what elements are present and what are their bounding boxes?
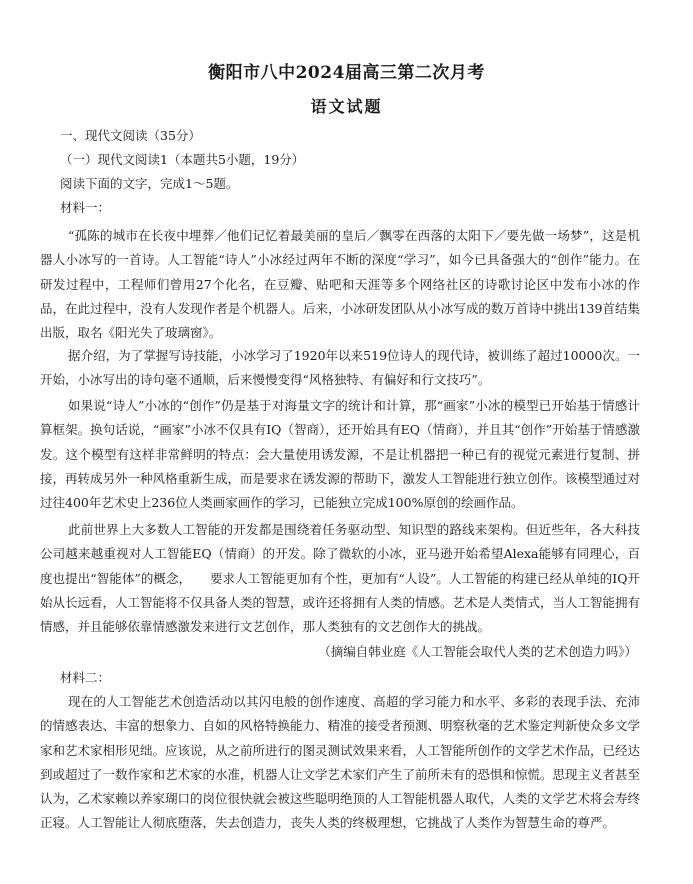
material-one-paragraph-3: 如果说“诗人”小冰的“创作”仍是基于对海量文字的统计和计算，那“画家”小冰的模型已开始基于情感计算框架。换句话说，“画家”小冰不仅具有IQ（智商），还开始具有EQ（情商），并且其“创作”开始基于情感激发。这个模型有这样非常鲜明的特点：会大量使用诱发源，不是让机器把一种已有的视觉元素进行复制、拼接，再转成另外一种风格重新生成，而是要求在诱发源的帮助下，激发人工智能进行独立创作。该模型通过对过往400年艺术史上236位人类画家画作的学习，已能独立完成100%原创的绘画作品。 — [40, 398, 641, 511]
section-heading: 一、现代文阅读（35分） — [60, 128, 201, 143]
material-two-paragraph-1: 现在的人工智能艺术创造活动以其闪电般的创作速度、高超的学习能力和水平、多彩的表现手法、充沛的情感表达、丰富的想象力、自如的风格特换能力、精准的接受者预测、明察秋毫的艺术鉴定判新使众多文学家和艺术家相形见绌。应该说，从之前所进行的图灵测试效果来看，人工智能所创作的文学艺术作品，已经达到或超过了一数作家和艺术家的水准，机器人让文学艺术家们产生了前所未有的恐惧和惊慌。思现主义者甚至认为，乙术家赖以养家瑚口的岗位很快就会被这些聪明绝顶的人工智能机器人取代，人类的文学艺术将会寿终正寝。人工智能让人彻底堕落，失去创造力，丧失人类的终极理想，它挑战了人类作为智慧生命的尊严。 — [40, 694, 641, 831]
material-two-label: 材料二： — [60, 670, 111, 685]
material-one-source: （摘编自韩业庭《人工智能会取代人类的艺术创造力吗》） — [318, 644, 637, 659]
instruction-text: 阅读下面的文字，完成1～5题。 — [60, 176, 239, 191]
exam-title: 衡阳市八中2024届高三第二次月考 — [208, 63, 485, 83]
material-one-paragraph-4: 此前世界上大多数人工智能的开发都是围绕着任务驱动型、知识型的路线来架构。但近些年，各大科技公司越来越重视对人工智能EQ（情商）的开发。除了微软的小冰，亚马逊开始希望Alexa能够有同理心，百度也提出“智能体”的概念， 要求人工智能更加有个性，更加有“人设”。人工智能的构建已经从单纯的IQ开始从长远看，人工智能将不仅具备人类的智慧，或许还将拥有人类的情感。艺术是人类情式，当人工智能拥有情感，并且能够依靠情感激发来进行文艺创作，那人类独有的文艺创作大的挑战。 — [40, 522, 641, 635]
subject-title: 语文试题 — [310, 97, 383, 116]
material-one-label: 材料一： — [60, 200, 111, 215]
subsection-heading: （一）现代文阅读1（本题共5小题，19分） — [60, 152, 305, 167]
material-one-paragraph-1: “孤陈的城市在长夜中埋葬／他们记忆着最美丽的皇后／飘零在西落的太阳下／要先做一场梦”，这是机器人小冰写的一首诗。人工智能“诗人”小冰经过两年不断的深度“学习”，如今已具备强大的“创作”能力。在研发过程中，工程师们曾用27个化名，在豆瓣、贴吧和天涯等多个网络社区的诗歌讨论区中发布小冰的作品，在此过程中，没有人发现作者是个机器人。后来，小冰研发团队从小冰写成的数万首诗中挑出139首结集出版，取名《阳光失了玻璃窗》。 — [40, 228, 640, 341]
material-one-paragraph-2: 据介绍，为了掌握写诗技能，小冰学习了1920年以来519位诗人的现代诗，被训练了超过10000次。一开始，小冰写出的诗句毫不通顺，后来慢慢变得“风格独特、有偏好和行文技巧”。 — [40, 348, 640, 388]
